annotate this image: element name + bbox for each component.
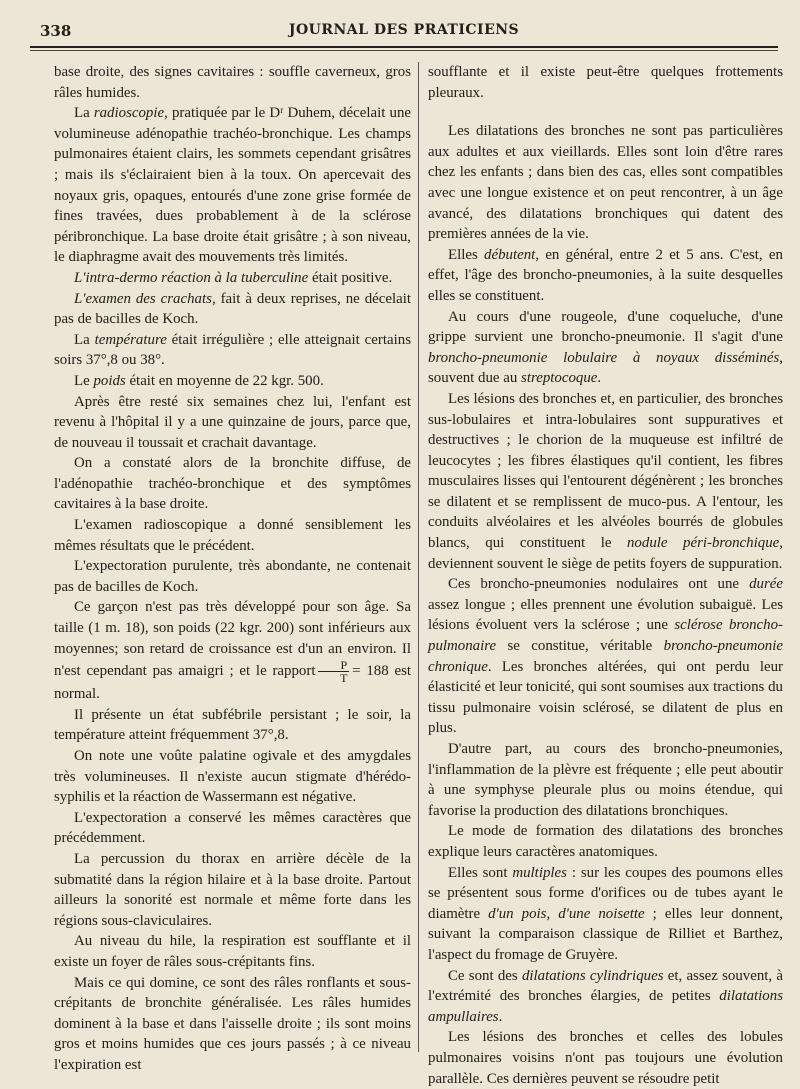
paragraph: On a constaté alors de la bronchite diffuse, de l'adénopathie trachéo-bronchique et des symptômes cavitaires à la base droite. bbox=[54, 455, 411, 513]
paragraph: L'expectoration a conservé les mêmes caractères que précédemment. bbox=[54, 809, 411, 847]
paragraph: Les dilatations des bronches ne sont pas particulières aux adultes et aux vieillards. Elles sont loin d'être rares chez les enfants ; dans bien des cas, elles sont compatibles avec une longue existence et on peut rencontrer, à un âge avancé, des dilatations bronchiques qui datent des premières années de la vie. bbox=[428, 123, 783, 243]
header-rule-thin bbox=[30, 50, 778, 51]
paragraph: Les lésions des bronches et, en particulier, des bronches sus-lobulaires et intra-lobulaires sont suppuratives et destructives ; le chorion de la muqueuse est infiltré de leucocytes ; les fibres élastiques qu'il contient, les fibres musculaires lisses qui l'entourent dégénèrent ; les bronches se dilatent et se remplissent de muco-pus. A l'entour, les conduits alvéolaires et les alvéoles bourrés de globules blancs, qui constituent le nodule péri-bronchique, deviennent souvent le siège de petits foyers de suppuration. bbox=[428, 390, 783, 572]
paragraph: Après être resté six semaines chez lui, l'enfant est revenu à l'hôpital il y a une quinzaine de jours, parce que, de nouveau il toussait et crachait davantage. bbox=[54, 393, 411, 451]
page-number: 338 bbox=[40, 22, 72, 40]
paragraph: La percussion du thorax en arrière décèle de la submatité dans la région hilaire et à la base droite. Partout ailleurs la sonorité est normale et même forte dans les régions sous-claviculaires. bbox=[54, 850, 411, 929]
paragraph: L'intra-dermo réaction à la tuberculine était positive. bbox=[74, 269, 393, 286]
paragraph: La radioscopie, pratiquée par le Dʳ Duhem, décelait une volumineuse adénopathie trachéo-bronchique. Les champs pulmonaires étaient clairs, les sommets cependant grisâtres ; mais ils s'éclairaient bien à la toux. On apercevait des noyaux gris, opaques, entourés d'une zone grise formée de fines travées, dues probablement à de la sclérose péribronchique. La base droite était grisâtre ; à son niveau, le diaphragme avait des mouvements très limités. bbox=[54, 105, 412, 266]
left-column bbox=[54, 62, 412, 1073]
paragraph: On note une voûte palatine ogivale et des amygdales très volumineuses. Il n'existe aucun stigmate d'hérédo-syphilis et la réaction de Wassermann est négative. bbox=[54, 748, 411, 806]
paragraph: Ce garçon n'est pas très développé pour son âge. Sa taille (1 m. 18), son poids (22 kgr. 200) sont inférieurs aux moyennes; son retard de croissance est d'un an environ. Il n'est cependant pas amaigri ; et le rapport $\frac{P}{T}$ = 188 est normal. bbox=[54, 599, 411, 703]
paragraph: Au niveau du hile, la respiration est soufflante et il existe un foyer de râles sous-crépitants fins. bbox=[54, 933, 411, 970]
paragraph: Les lésions des bronches et celles des lobules pulmonaires voisins n'ont pas toujours une évolution parallèle. Ces dernières peuvent se résoudre petit bbox=[428, 1029, 783, 1087]
paragraph: Elles sont multiples : sur les coupes des poumons elles se présentent sous forme d'orifices ou de tubes ayant le diamètre d'un pois, d'une noisette ; elles leur donnent, suivant la comparaison classique de Rilliet et Barthez, l'aspect du fromage de Gruyère. bbox=[428, 864, 783, 963]
paragraph: Mais ce qui domine, ce sont des râles ronflants et sous-crépitants de bronchite généralisée. Les râles humides dominent à la base et dans l'aisselle droite ; ils sont moins gros et moins humides que ces jours passés ; à ce niveau l'expiration est bbox=[54, 974, 411, 1073]
paragraph: Ces broncho-pneumonies nodulaires ont une durée assez longue ; elles prennent une évolution subaiguë. Les lésions évoluent vers la sclérose ; une sclérose broncho-pulmonaire se constitue, véritable broncho-pneumonie chronique. Les bronches altérées, qui ont perdu leur élasticité et leur tonicité, qui sont soumises aux tractions du tissu pulmonaire voisin sclérosé, se dilatent de plus en plus. bbox=[428, 576, 783, 737]
paragraph: L'expectoration purulente, très abondante, ne contenait pas de bacilles de Koch. bbox=[54, 558, 411, 595]
paragraph: soufflante et il existe peut-être quelques frottements pleuraux. bbox=[428, 64, 783, 101]
paragraph: D'autre part, au cours des broncho-pneumonies, l'inflammation de la plèvre est fréquente ; elle peut aboutir à une symphyse pleurale plus ou moins étendue, qui favorise la production des dilatations bronchiques. bbox=[428, 741, 783, 819]
journal-title: JOURNAL DES PRATICIENS bbox=[288, 22, 520, 38]
header-rule bbox=[30, 46, 778, 48]
paragraph: Au cours d'une rougeole, d'une coqueluche, d'une grippe survient une broncho-pneumonie. Il s'agit d'une broncho-pneumonie lobulaire à noyaux disséminés, souvent due au streptocoque. bbox=[428, 308, 783, 387]
column-rule bbox=[418, 62, 419, 1052]
paragraph: L'examen des crachats, fait à deux reprises, ne décelait pas de bacilles de Koch. bbox=[54, 290, 412, 328]
ratio-fraction: $\frac{P}{T}$ bbox=[318, 659, 349, 684]
paragraph: Elles débutent, en général, entre 2 et 5 ans. C'est, en effet, l'âge des broncho-pneumonies, à la suite desquelles elles se constituent. bbox=[428, 246, 783, 304]
right-column bbox=[428, 62, 783, 1087]
paragraph: Ce sont des dilatations cylindriques et, assez souvent, à l'extrémité des bronches élargies, de petites dilatations ampullaires. bbox=[428, 967, 783, 1025]
paragraph: L'examen radioscopique a donné sensiblement les mêmes résultats que le précédent. bbox=[54, 517, 411, 554]
paragraph: Le poids était en moyenne de 22 kgr. 500. bbox=[74, 372, 324, 389]
page-header bbox=[30, 22, 778, 42]
paragraph: La température était irrégulière ; elle atteignait certains soirs 37°,8 ou 38°. bbox=[54, 331, 411, 369]
paragraph: base droite, des signes cavitaires : souffle caverneux, gros râles humides. bbox=[54, 64, 411, 101]
paragraph: Le mode de formation des dilatations des bronches explique leurs caractères anatomiques. bbox=[428, 823, 783, 860]
paragraph: Il présente un état subfébrile persistant ; le soir, la température atteint fréquemment 37°,8. bbox=[54, 706, 411, 744]
